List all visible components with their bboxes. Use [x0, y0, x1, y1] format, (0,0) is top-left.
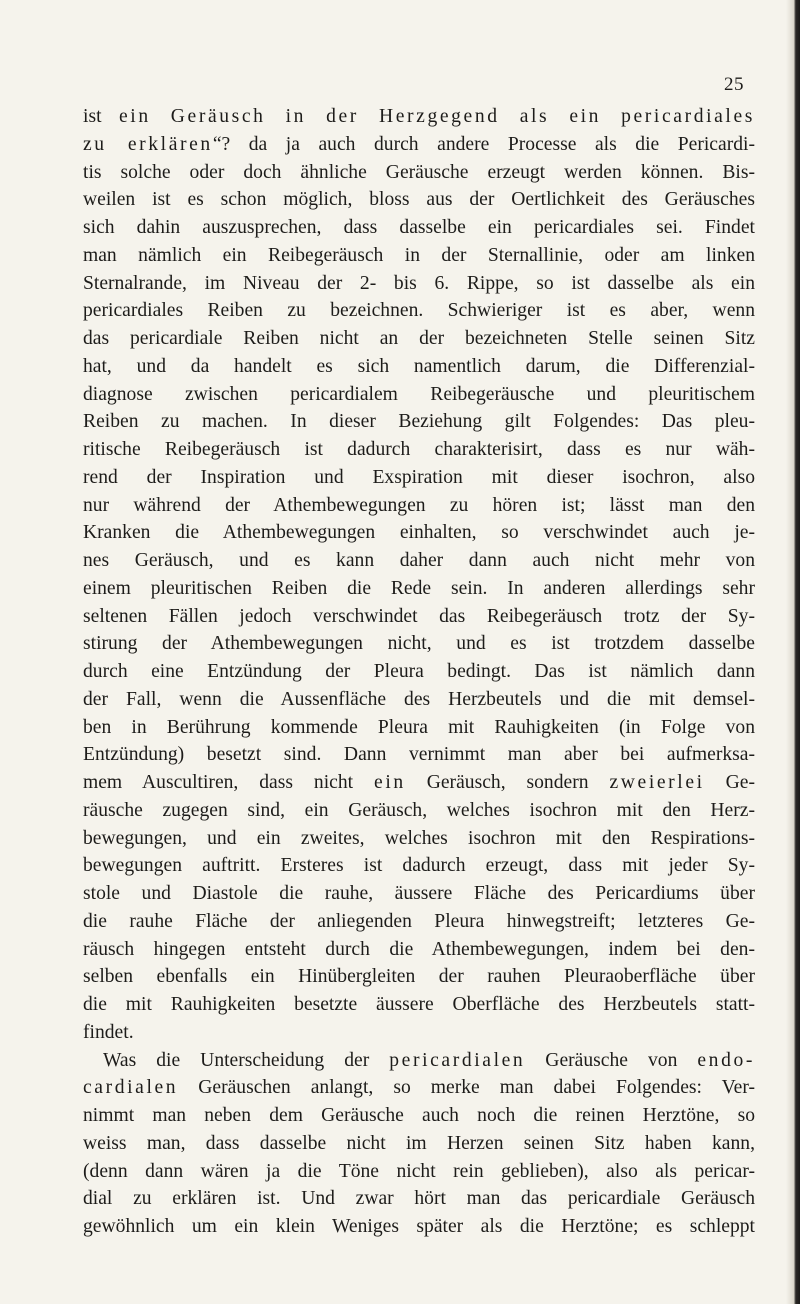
text-line: ritische Reibegeräusch ist dadurch charakterisirt, dass es nur wäh- [83, 439, 755, 460]
emphasis-spaced: ein [374, 772, 406, 793]
page-edge [786, 0, 800, 1304]
text-line: durch eine Entzündung der Pleura bedingt. Das ist nämlich dann [83, 661, 755, 682]
text-line: nes Geräusch, und es kann daher dann auch nicht mehr von [83, 550, 755, 571]
text-line: die rauhe Fläche der anliegenden Pleura hinwegstreift; letzteres Ge- [83, 910, 755, 932]
body-text [83, 103, 755, 1241]
text-line: cardialen Geräuschen anlangt, so merke man dabei Folgendes: Ver- [83, 1077, 755, 1099]
text-line: diagnose zwischen pericardialem Reibegeräusche und pleuritischem [83, 383, 755, 405]
text-line: ist ein Geräusch in der Herzgegend als ein pericardiales [83, 106, 755, 127]
text-line: hat, und da handelt es sich namentlich darum, die Differenzial- [83, 355, 755, 377]
text-line: mem Auscultiren, dass nicht ein Geräusch, sondern zweierlei Ge- [83, 772, 755, 793]
text-line: Sternalrande, im Niveau der 2- bis 6. Rippe, so ist dasselbe als ein [83, 272, 755, 294]
text-line: räusche zugegen sind, ein Geräusch, welches isochron mit den Herz- [83, 799, 755, 821]
text-line: weilen ist es schon möglich, bloss aus der Oertlichkeit des Geräusches [83, 189, 755, 211]
text-line: bewegungen auftritt. Ersteres ist dadurch erzeugt, dass mit jeder Sy- [83, 855, 755, 877]
text-line: sich dahin auszusprechen, dass dasselbe ein pericardiales sei. Findet [83, 217, 755, 238]
text-line: weiss man, dass dasselbe nicht im Herzen seinen Sitz haben kann, [83, 1132, 755, 1154]
text-line: das pericardiale Reiben nicht an der bezeichneten Stelle seinen Sitz [83, 328, 755, 349]
text-line: stirung der Athembewegungen nicht, und es ist trotzdem dasselbe [83, 633, 755, 655]
emphasis-spaced: zu erklären [83, 133, 213, 155]
text-line: (denn dann wären ja die Töne nicht rein geblieben), also als pericar- [83, 1160, 755, 1182]
text-line: nimmt man neben dem Geräusche auch noch die reinen Herztöne, so [83, 1105, 755, 1126]
text-line: findet. [83, 1021, 134, 1043]
text-line: stole und Diastole die rauhe, äussere Fläche des Pericardiums über [83, 883, 755, 904]
emphasis-spaced: ein Geräusch in der Herzgegend als ein pericardiales [118, 106, 755, 127]
text-line: einem pleuritischen Reiben die Rede sein. In anderen allerdings sehr [83, 577, 755, 599]
emphasis-spaced: endo- [697, 1049, 755, 1071]
text-line: gewöhnlich um ein klein Weniges später als die Herztöne; es schleppt [83, 1216, 755, 1237]
text-line: zu erklären“? da ja auch durch andere Processe als die Pericardi- [83, 133, 755, 155]
text-line: man nämlich ein Reibegeräusch in der Sternallinie, oder am linken [83, 244, 755, 266]
text-line: räusch hingegen entsteht durch die Athembewegungen, indem bei den- [83, 938, 755, 960]
page-number: 25 [724, 74, 744, 95]
emphasis-spaced: cardialen [83, 1077, 179, 1099]
text-line: bewegungen, und ein zweites, welches isochron mit den Respirations- [83, 827, 755, 849]
text-line: die mit Rauhigkeiten besetzte äussere Oberfläche des Herzbeutels statt- [83, 994, 755, 1015]
text-line: ben in Berührung kommende Pleura mit Rauhigkeiten (in Folge von [83, 716, 755, 738]
text-line: tis solche oder doch ähnliche Geräusche erzeugt werden können. Bis- [83, 161, 755, 183]
emphasis-spaced: pericardialen [389, 1049, 526, 1071]
text-line: Was die Unterscheidung der pericardialen Geräusche von endo- [103, 1049, 755, 1071]
text-line: seltenen Fällen jedoch verschwindet das Reibegeräusch trotz der Sy- [83, 605, 755, 627]
text-line: rend der Inspiration und Exspiration mit dieser isochron, also [83, 466, 755, 488]
emphasis-spaced: zweierlei [609, 772, 705, 793]
text-line: Reiben zu machen. In dieser Beziehung gilt Folgendes: Das pleu- [83, 411, 755, 433]
text-line: dial zu erklären ist. Und zwar hört man das pericardiale Geräusch [83, 1188, 755, 1210]
text-line: der Fall, wenn die Aussenfläche des Herzbeutels und die mit demsel- [83, 688, 755, 710]
text-line: nur während der Athembewegungen zu hören ist; lässt man den [83, 494, 755, 516]
text-line: selben ebenfalls ein Hinübergleiten der rauhen Pleuraoberfläche über [83, 966, 755, 988]
text-line: Kranken die Athembewegungen einhalten, so verschwindet auch je- [83, 522, 755, 544]
text-line: Entzündung) besetzt sind. Dann vernimmt man aber bei aufmerksa- [83, 744, 755, 766]
text-line: pericardiales Reiben zu bezeichnen. Schwieriger ist es aber, wenn [83, 300, 755, 322]
